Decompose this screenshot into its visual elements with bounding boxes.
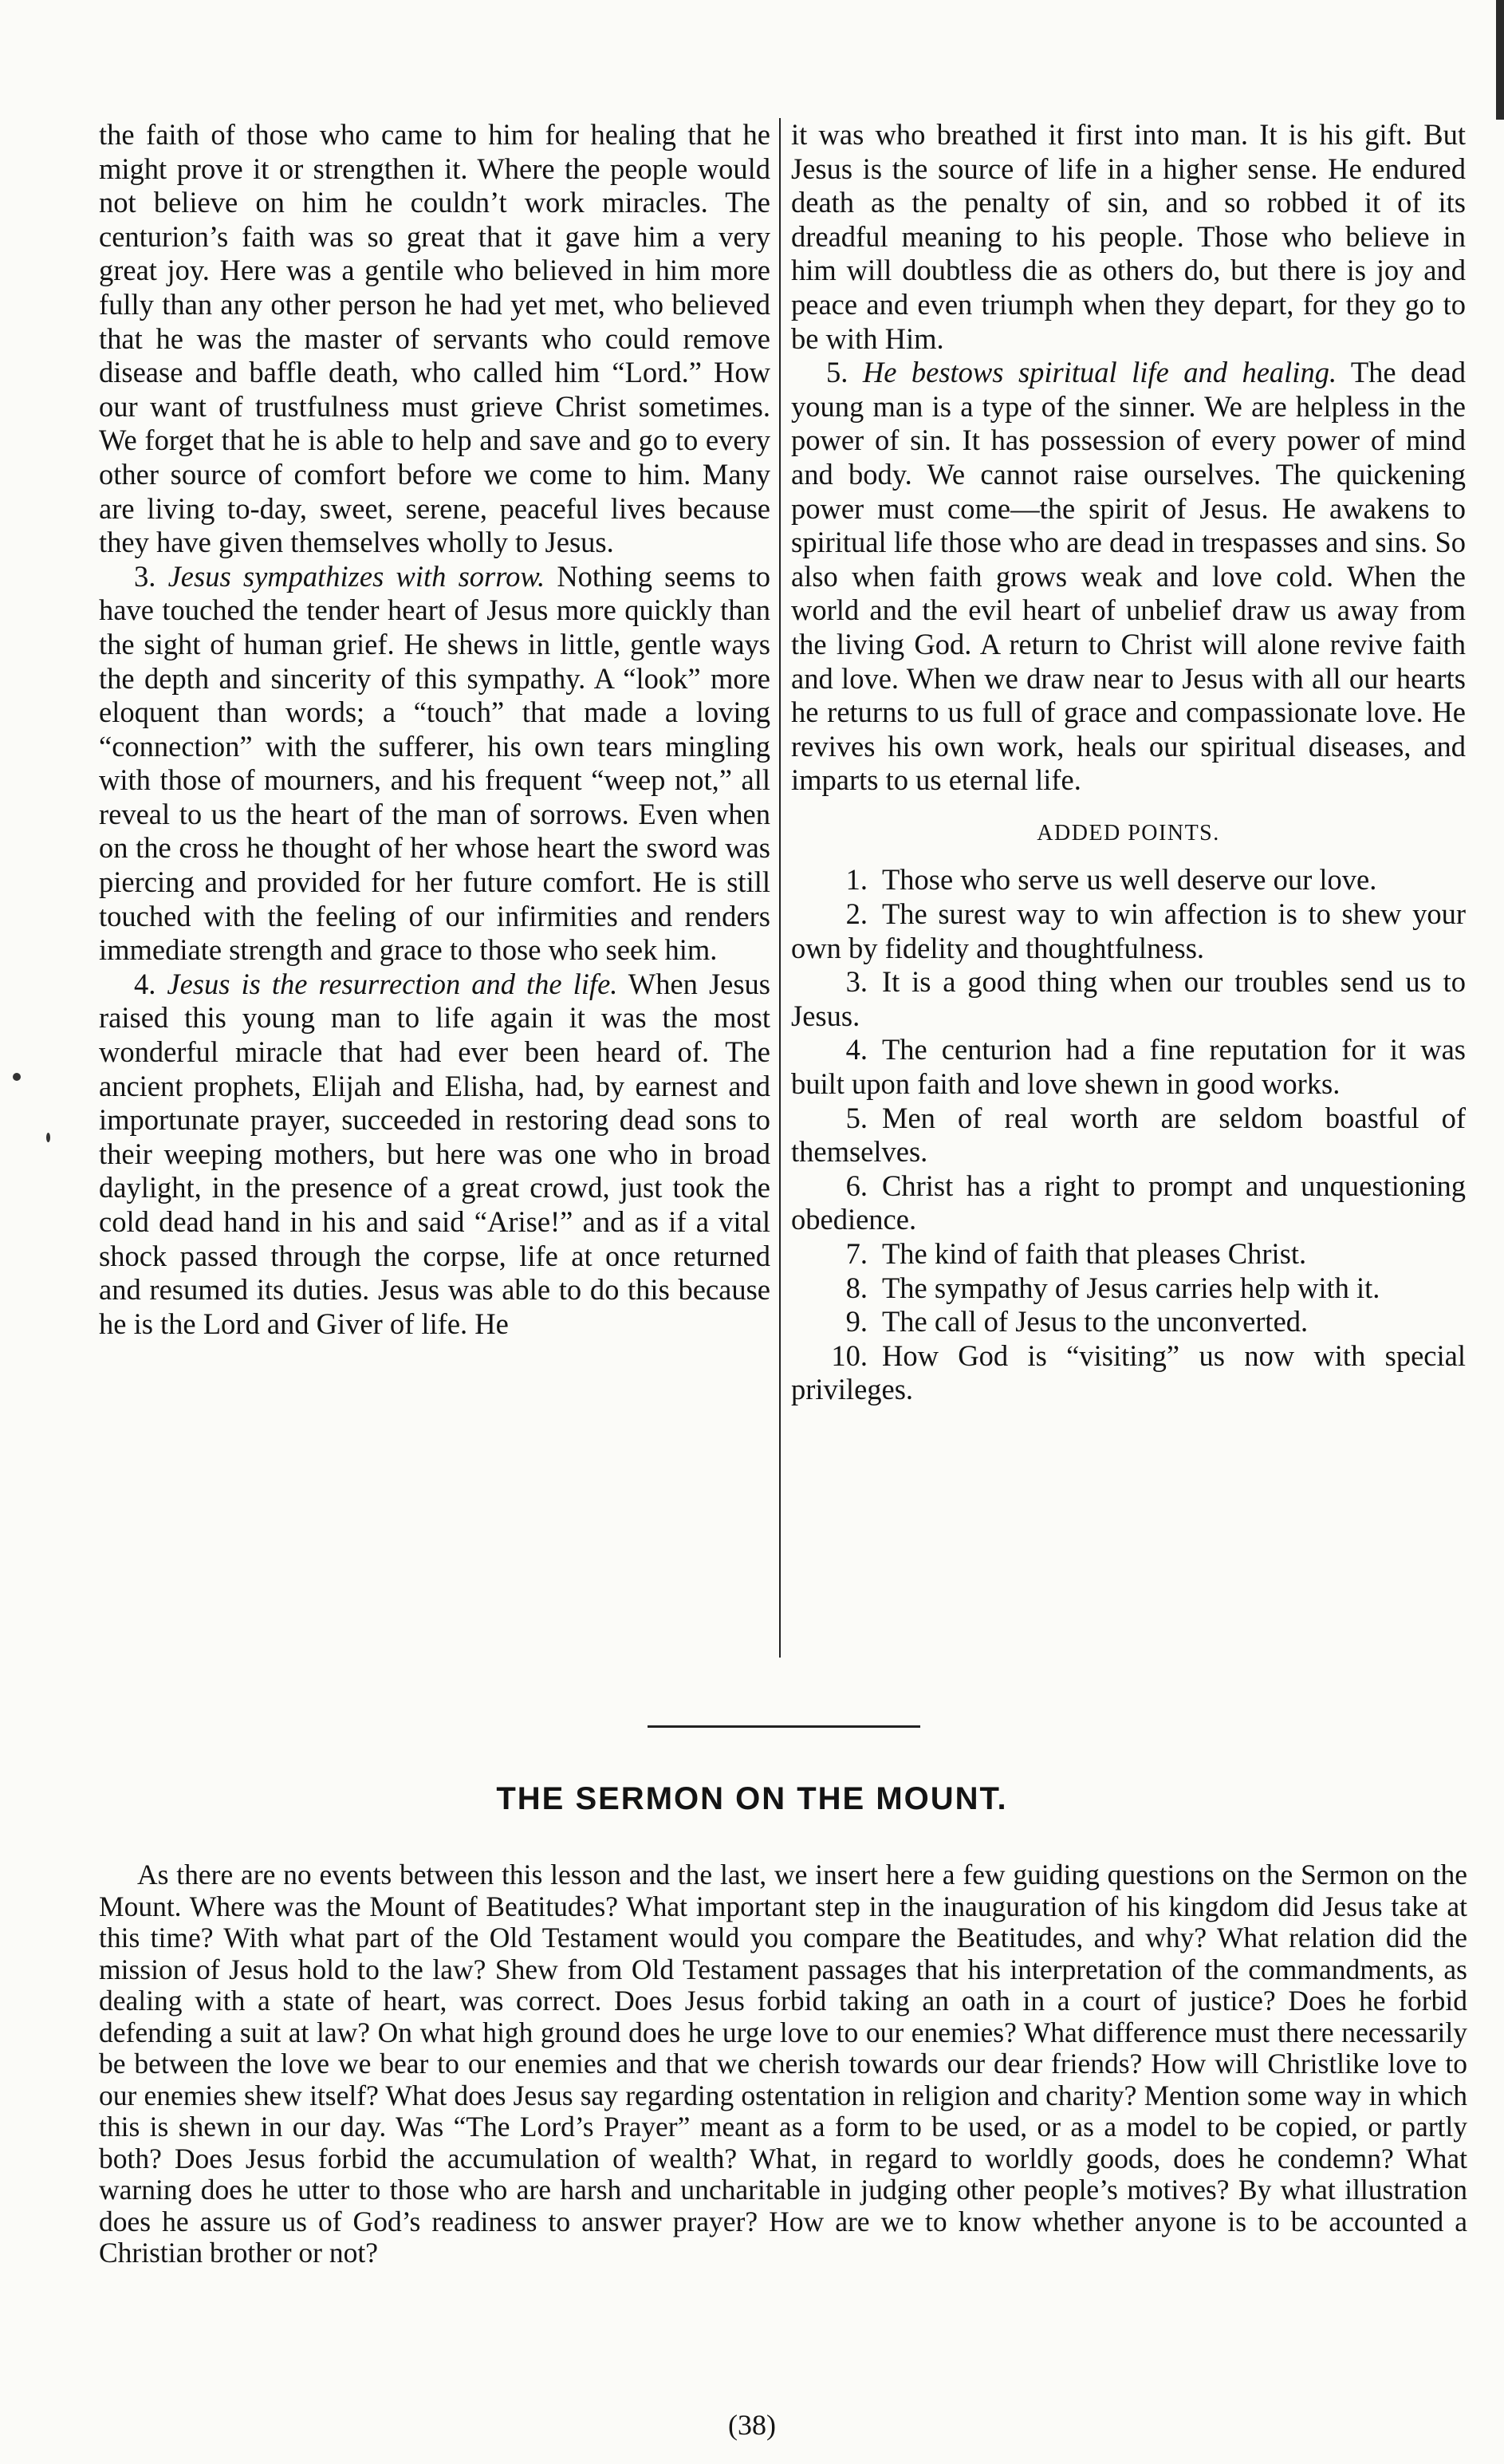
point-4-title: Jesus is the resurrection and the life. bbox=[167, 967, 618, 1000]
point-5-body: The dead young man is a type of the sinner. We are helpless in the power of sin. It has possession of every power of mind and body. We cannot raise ourselves. The quickening power must come—the spirit of Jesus. He awakens to spiritual life those who are dead in trespasses and sins. So also when faith grows weak and love cold. When the world and the evil heart of unbelief draw us away from the living God. A return to Christ will alone revive faith and love. When we draw near to Jesus with all our hearts he returns to us full of grace and compassionate love. He revives his own work, heals our spiritual diseases, and imparts to us eternal life. bbox=[791, 356, 1467, 797]
added-point-text: The centurion had a fine reputation for it was built upon faith and love shewn in good works. bbox=[791, 1033, 1466, 1101]
point-4 bbox=[99, 968, 770, 1342]
added-point-number: 8. bbox=[845, 1271, 868, 1304]
added-point-item bbox=[791, 1169, 1466, 1237]
added-point-item bbox=[791, 863, 1466, 897]
margin-speck bbox=[13, 1073, 21, 1081]
added-point-item bbox=[791, 1271, 1466, 1306]
added-points-list bbox=[791, 863, 1466, 1407]
added-point-number: 5. bbox=[845, 1101, 868, 1134]
added-point-item bbox=[791, 1033, 1466, 1101]
point-3-number: 3. bbox=[134, 559, 156, 593]
added-point-item bbox=[791, 1237, 1466, 1271]
added-point-number: 7. bbox=[845, 1237, 868, 1270]
point-5-title: He bestows spiritual life and healing. bbox=[862, 356, 1337, 389]
added-point-text: Men of real worth are seldom boastful of themselves. bbox=[791, 1101, 1466, 1169]
added-point-number: 9. bbox=[845, 1305, 868, 1338]
point-4-number: 4. bbox=[134, 967, 156, 1000]
section-divider bbox=[648, 1725, 920, 1728]
point-3-body: Nothing seems to have touched the tender heart of Jesus more quickly than the sight of human grief. He shews in little, gentle ways the depth and sincerity of this sympathy. A “look” more eloquent than words; a “touch” that made a loving “connection” with the sufferer, his own tears mingling with those of mourners, and his frequent “weep not,” all reveal to us the heart of the man of sorrows. Even when on the cross he thought of her whose heart the sword was piercing and provided for her future comfort. He is still touched with the feeling of our infirmities and renders immediate strength and grace to those who seek him. bbox=[99, 559, 770, 967]
page-number: (38) bbox=[728, 2409, 776, 2441]
right-column bbox=[791, 118, 1466, 1407]
added-point-text: How God is “visiting” us now with special privileges. bbox=[791, 1338, 1466, 1406]
section-title: THE SERMON ON THE MOUNT. bbox=[496, 1781, 1008, 1816]
point-3 bbox=[99, 560, 770, 968]
column-divider bbox=[779, 118, 781, 1658]
added-point-text: Christ has a right to prompt and unquestioning obedience. bbox=[791, 1169, 1466, 1236]
added-point-number: 2. bbox=[845, 897, 868, 931]
left-paragraph-1: the faith of those who came to him for healing that he might prove it or strengthen it. Where the people would not believe on him he couldn’t work miracles. The centurion’s faith was so great that it gave him a very great joy. Here was a gentile who believed in him more fully than any other person he had yet met, who believed that he was the master of servants who could remove disease and baffle death, who called him “Lord.” How our want of trustfulness must grieve Christ sometimes. We forget that he is able to help and save and go to every other source of comfort before we come to him. Many are living to-day, sweet, serene, peaceful lives because they have given themselves wholly to Jesus. bbox=[99, 118, 770, 559]
added-point-text: It is a good thing when our troubles send us to Jesus. bbox=[791, 965, 1466, 1032]
page-edge-mark bbox=[1496, 0, 1504, 120]
added-point-item bbox=[791, 897, 1466, 965]
point-5 bbox=[791, 356, 1466, 798]
added-point-item bbox=[791, 965, 1466, 1033]
right-paragraph-1: it was who breathed it first into man. It is his gift. But Jesus is the source of life in a higher sense. He endured death as the penalty of sin, and so robbed it of its dreadful meaning to his people. Those who believe in him will doubtless die as others do, but there is joy and peace and even triumph when they depart, for they go to be with Him. bbox=[791, 118, 1466, 355]
added-point-text: Those who serve us well deserve our love. bbox=[882, 863, 1377, 897]
added-point-item bbox=[791, 1339, 1466, 1407]
added-point-number: 6. bbox=[845, 1169, 868, 1202]
added-point-item bbox=[791, 1305, 1466, 1339]
added-point-number: 3. bbox=[845, 965, 868, 999]
added-point-number: 4. bbox=[845, 1033, 868, 1066]
added-point-number: 10. bbox=[831, 1338, 868, 1372]
added-point-text: The surest way to win affection is to shew your own by fidelity and thoughtfulness. bbox=[791, 897, 1466, 964]
point-3-title: Jesus sympathizes with sorrow. bbox=[167, 559, 545, 593]
added-point-text: The call of Jesus to the unconverted. bbox=[882, 1305, 1309, 1338]
added-point-text: The kind of faith that pleases Christ. bbox=[882, 1237, 1307, 1270]
margin-speck bbox=[46, 1133, 50, 1142]
added-point-text: The sympathy of Jesus carries help with it. bbox=[882, 1271, 1380, 1304]
point-4-body: When Jesus raised this young man to life again it was the most wonderful miracle that had ever been heard of. The ancient prophets, Elijah and Elisha, had, by earnest and importunate prayer, succeeded in restoring dead sons to their weeping mothers, but here was one who in broad daylight, in the presence of a great crowd, just took the cold dead hand in his and said “Arise!” and as if a vital shock passed through the corpse, life at once returned and resumed its duties. Jesus was able to do this because he is the Lord and Giver of life. He bbox=[99, 967, 771, 1340]
added-points-heading: ADDED POINTS. bbox=[1037, 820, 1220, 846]
section-body: As there are no events between this lesson and the last, we insert here a few guiding questions on the Sermon on the Mount. Where was the Mount of Beatitudes? What important step in the inauguration of his kingdom did Jesus take at this time? With what part of the Old Testament would you compare the Beatitudes, and why? What relation did the mission of Jesus hold to the law? Shew from Old Testament passages that his interpretation of the commandments, as dealing with a state of heart, was correct. Does Jesus forbid taking an oath in a court of justice? Does he forbid defending a suit at law? On what high ground does he urge love to our enemies? What difference must there necessarily be between the love we bear to our enemies and that we cherish towards our dear friends? How will Christlike love to our enemies shew itself? What does Jesus say regarding ostentation in religion and charity? Mention some way in which this is shewn in our day. Was “The Lord’s Prayer” meant as a form to be used, or as a model to be copied, or partly both? Does Jesus forbid the accumulation of wealth? What, in regard to worldly goods, does he condemn? What warning does he utter to those who are harsh and uncharitable in judging other people’s motives? By what illustration does he assure us of God’s readiness to answer prayer? How are we to know whether anyone is to be accounted a Christian brother or not? bbox=[99, 1859, 1467, 2269]
left-column bbox=[99, 118, 770, 1341]
added-point-number: 1. bbox=[845, 863, 868, 897]
point-5-number: 5. bbox=[826, 356, 848, 389]
added-point-item bbox=[791, 1102, 1466, 1169]
